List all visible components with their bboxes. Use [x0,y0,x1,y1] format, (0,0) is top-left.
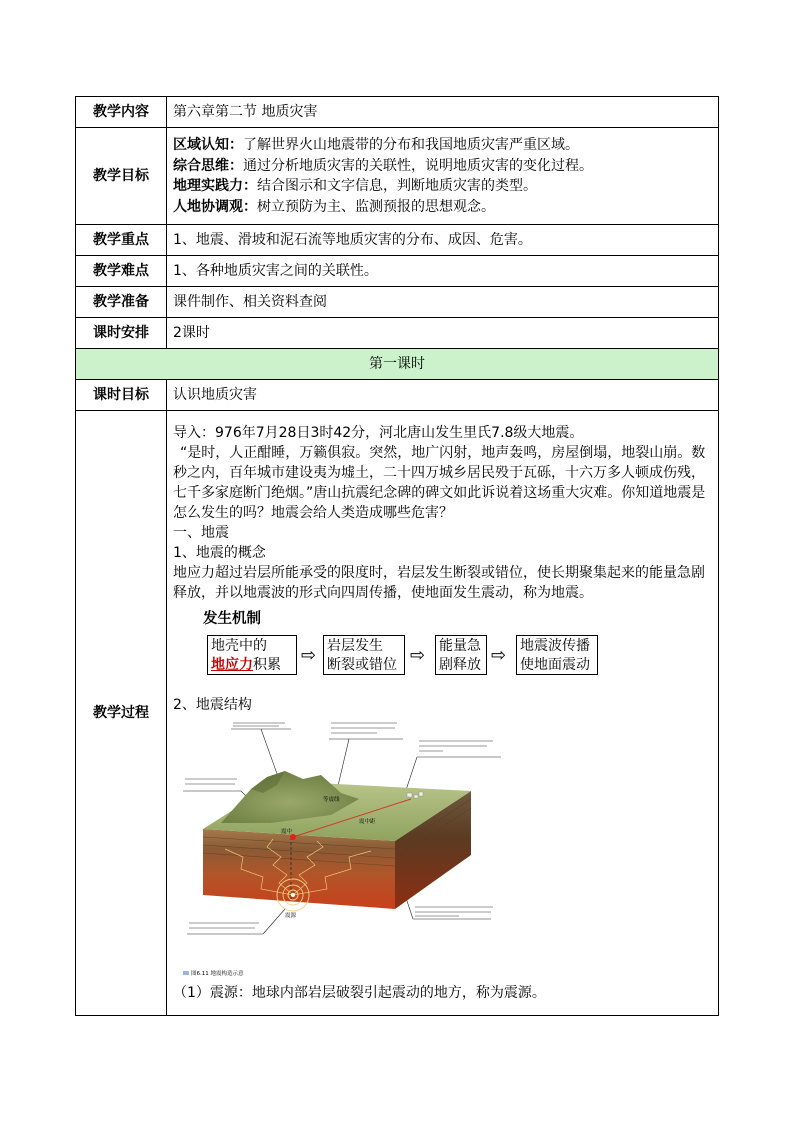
heading-structure: 2、地震结构 [173,697,252,713]
row-section [76,349,719,380]
label-objectives: 教学目标 [76,128,167,225]
label-key-points: 教学重点 [76,225,167,256]
objective-2: 综合思维：通过分析地质灾害的关联性，说明地质灾害的变化过程。 [173,157,593,174]
label-hypocenter: 震中 [281,829,293,835]
earthquake-block-diagram [181,719,521,981]
heading-earthquake: 一、地震 [173,525,229,541]
row-key-points [76,225,719,256]
value-preparation: 课件制作、相关资料查阅 [167,287,719,318]
row-schedule [76,318,719,349]
block-front-face [203,829,395,909]
label-preparation: 教学准备 [76,287,167,318]
stress-highlight: 地应力 [211,657,253,673]
mechanism-title: 发生机制 [203,611,261,627]
label-focus: 震源 [285,913,297,919]
value-content: 第六章第二节 地质灾害 [167,97,719,128]
mechanism-flowchart [207,635,712,691]
value-schedule: 2课时 [167,318,719,349]
label-epicentral-distance: 震中距 [359,819,376,825]
value-objectives [167,128,719,225]
row-preparation [76,287,719,318]
heading-concept: 1、地震的概念 [173,545,266,561]
row-process [76,411,719,1016]
flow-arrow-1: ⇨ [301,645,317,666]
objective-3: 地理实践力：结合图示和文字信息，判断地质灾害的类型。 [173,178,537,194]
caption-marker [183,971,189,975]
value-lesson-goal: 认识地质灾害 [167,380,719,411]
lesson-plan-table [75,96,719,1016]
intro-text: 导入：976年7月28日3时42分，河北唐山发生里氏7.8级大地震。 [173,425,584,441]
label-difficulties: 教学难点 [76,256,167,287]
flow-box-release: 能量急 剧释放 [435,635,487,675]
focus-definition: （1）震源：地球内部岩层破裂引起震动的地方，称为震源。 [173,985,546,1001]
value-difficulties: 1、各种地质灾害之间的关联性。 [167,256,719,287]
flow-arrow-3: ⇨ [491,645,507,666]
value-process [167,411,719,1016]
earthquake-structure-figure [181,719,521,981]
flow-box-fracture: 岩层发生 断裂或错位 [323,635,405,675]
objective-1: 区域认知：了解世界火山地震带的分布和我国地质灾害严重区域。 [173,137,579,153]
figure-caption: 图6.11 地震构造示意 [191,971,244,977]
row-lesson-goal [76,380,719,411]
definition-text: 地应力超过岩层所能承受的限度时，岩层发生断裂或错位，使长期聚集起来的能量急剧释放，并以地震波的形式向四周传播，使地面发生震动，称为地震。 [173,565,705,601]
label-isoseismal: 等震线 [323,797,340,803]
objective-4: 人地协调观：树立预防为主、监测预报的思想观念。 [173,198,495,215]
quote-text: “是时，人正酣睡，万籁俱寂。突然，地广闪射，地声轰鸣，房屋倒塌，地裂山崩。数秒之内，百年城市建设夷为墟土，二十四万城乡居民殁于瓦砾，十六万多人顿成伤残，七千多家庭断门绝烟。”唐山抗震纪念碑的碑文如此诉说着这场重大灾难。你知道地震是怎么发生的吗？地震会给人类造成哪些危害？ [173,445,706,521]
label-content: 教学内容 [76,97,167,128]
row-objectives [76,128,719,225]
value-key-points: 1、地震、滑坡和泥石流等地质灾害的分布、成因、危害。 [167,225,719,256]
flow-arrow-2: ⇨ [410,645,426,666]
label-process: 教学过程 [76,411,167,1016]
label-lesson-goal: 课时目标 [76,380,167,411]
row-difficulties [76,256,719,287]
flow-box-stress: 地壳中的 地应力积累 [207,635,297,675]
flow-box-propagation: 地震波传播 使地面震动 [516,635,598,675]
label-schedule: 课时安排 [76,318,167,349]
focus-dot [291,893,295,897]
row-content [76,97,719,128]
section-title: 第一课时 [76,349,719,380]
